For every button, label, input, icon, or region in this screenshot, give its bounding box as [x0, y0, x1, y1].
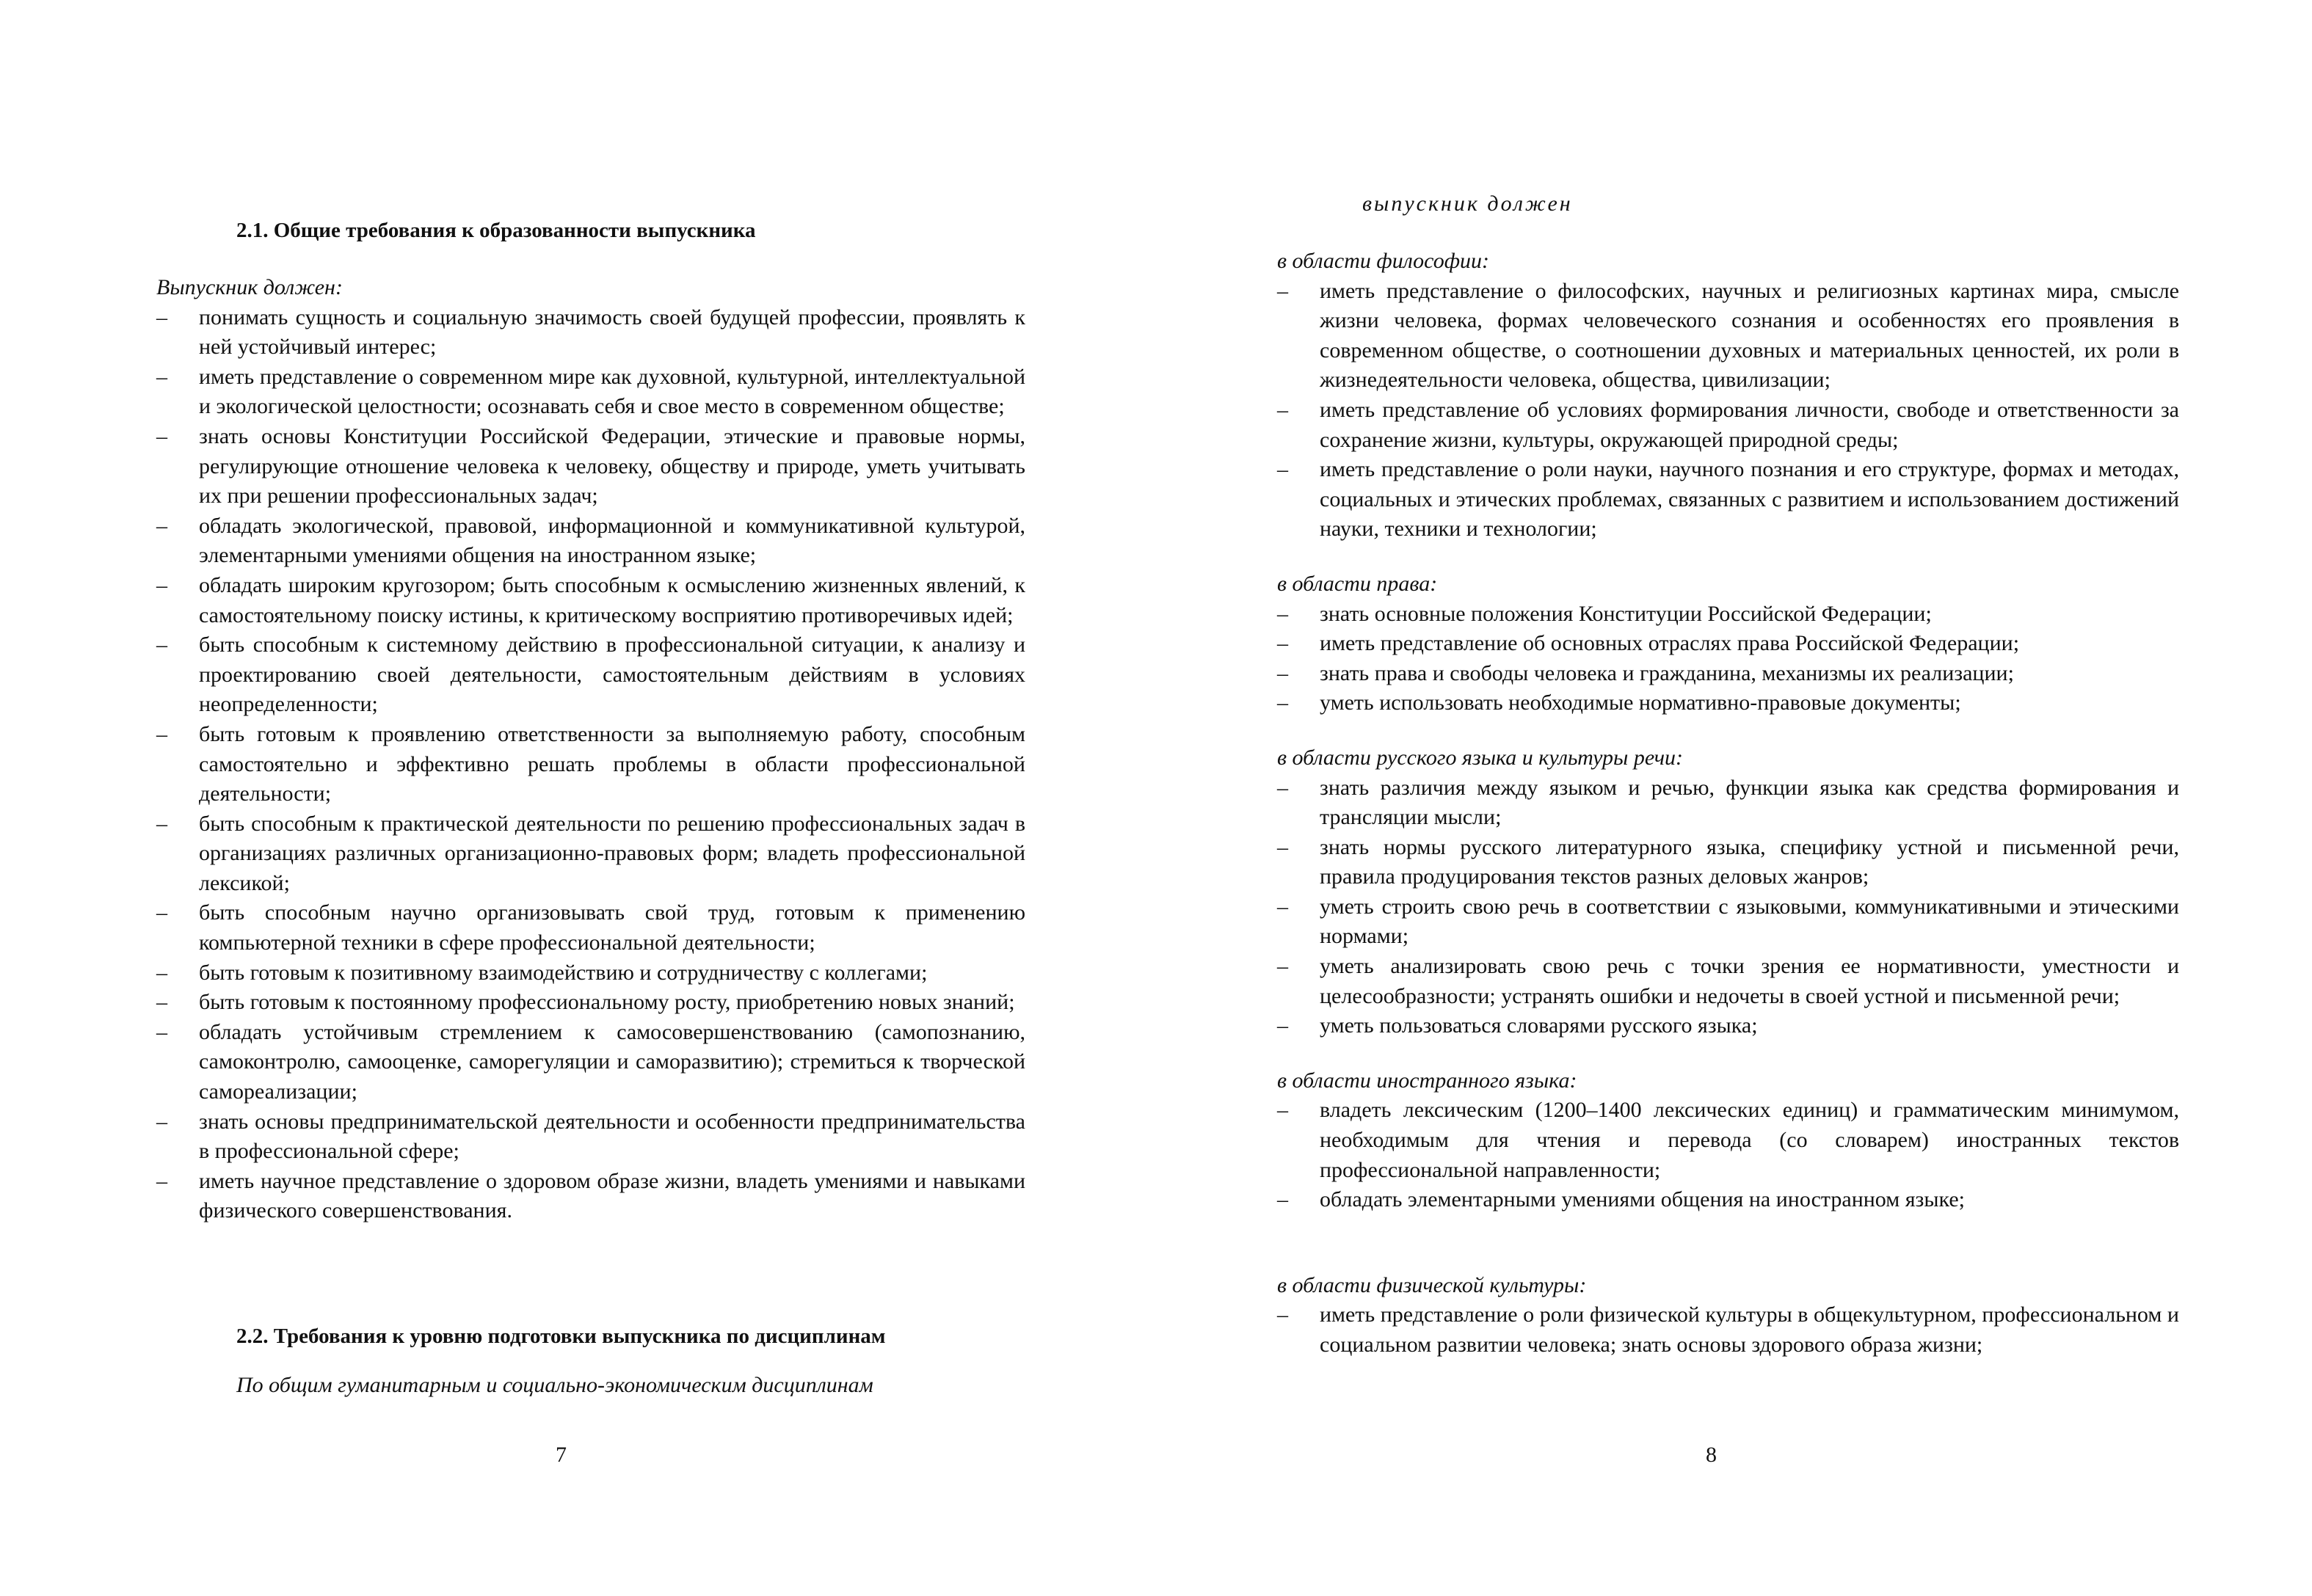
list-item-text: владеть лексическим (1200–1400 лексических единиц) и грамматическим минимумом, необходимым для чтения и перевода (со словарем) иностранных текстов профессиональной направленности;	[1320, 1098, 2179, 1182]
graduate-must-line: выпускник должен	[1362, 192, 1573, 216]
dash-marker: –	[156, 305, 167, 329]
list-item-text: иметь представление об основных отраслях права Российской Федерации;	[1320, 631, 2020, 656]
list-item-text: знать основы предпринимательской деятельности и особенности предпринимательства в профессиональной сфере;	[199, 1109, 1025, 1164]
list-item	[156, 422, 1025, 511]
list-item	[1277, 600, 2179, 630]
dash-marker: –	[1277, 894, 1288, 919]
subject-requirements-list	[1277, 773, 2179, 1041]
list-item	[156, 362, 1025, 422]
list-item	[156, 720, 1025, 809]
dash-marker: –	[1277, 1013, 1288, 1038]
list-item-text: иметь научное представление о здоровом образе жизни, владеть умениями и навыками физического совершенствования.	[199, 1168, 1025, 1223]
left-content	[156, 273, 1025, 1226]
list-item	[1277, 396, 2179, 455]
list-item-text: иметь представление о роли науки, научного познания и его структуре, формах и методах, социальных и этических проблемах, связанных с развитием и использованием достижений науки, техники и технологии;	[1320, 457, 2179, 542]
list-item	[156, 1107, 1025, 1167]
page-number: 7	[556, 1443, 567, 1467]
dash-marker: –	[1277, 278, 1288, 303]
list-item	[1277, 1011, 2179, 1041]
list-item	[1277, 773, 2179, 833]
subject-requirements-list	[1277, 277, 2179, 544]
subject-title: в области физической культуры:	[1277, 1272, 1587, 1297]
dash-marker: –	[156, 1109, 167, 1134]
list-item-text: иметь представление о современном мире как духовной, культурной, интеллектуальной и экологической целостности; осознавать себя и свое место в современном обществе;	[199, 364, 1025, 419]
right-content	[1277, 247, 2179, 1360]
list-item-text: обладать устойчивым стремлением к самосовершенствованию (самопознанию, самоконтролю, самооценке, саморегуляции и саморазвитию); стремиться к творческой самореализации;	[199, 1019, 1025, 1104]
list-item-text: знать права и свободы человека и гражданина, механизмы их реализации;	[1320, 660, 2014, 685]
list-item-text: обладать широким кругозором; быть способным к осмыслению жизненных явлений, к самостоятельному поиску истины, к критическому восприятию противоречивых идей;	[199, 572, 1025, 627]
dash-marker: –	[156, 364, 167, 389]
list-item-text: знать различия между языком и речью, функции языка как средства формирования и трансляции мысли;	[1320, 775, 2179, 830]
subject-requirements-list	[1277, 600, 2179, 718]
dash-marker: –	[1277, 775, 1288, 800]
dash-marker: –	[156, 633, 167, 657]
list-item	[1277, 688, 2179, 718]
list-item	[156, 809, 1025, 899]
list-item-text: иметь представление о роли физической культуры в общекультурном, профессиональном и социальном развитии человека; знать основы здорового образа жизни;	[1320, 1302, 2179, 1357]
dash-marker: –	[1277, 1098, 1288, 1123]
dash-marker: –	[1277, 631, 1288, 656]
list-item-text: знать основы Конституции Российской Федерации, этические и правовые нормы, регулирующие отношение человека к человеку, обществу и природе, уметь учитывать их при решении профессиональных задач;	[199, 423, 1025, 509]
intro-text: Выпускник должен:	[156, 275, 343, 299]
list-item	[156, 1018, 1025, 1107]
dash-marker: –	[156, 900, 167, 925]
list-item	[156, 511, 1025, 571]
dash-marker: –	[1277, 1302, 1288, 1327]
dash-marker: –	[156, 513, 167, 538]
subject-title: в области философии:	[1277, 249, 1489, 273]
list-item	[1277, 952, 2179, 1011]
dash-marker: –	[1277, 690, 1288, 715]
dash-marker: –	[156, 1019, 167, 1044]
dash-marker: –	[1277, 954, 1288, 979]
list-item-text: быть способным научно организовывать свой труд, готовым к применению компьютерной техники в сфере профессиональной деятельности;	[199, 900, 1025, 955]
list-item	[1277, 833, 2179, 892]
subject-group	[1277, 1066, 2179, 1215]
page-number: 8	[1706, 1443, 1717, 1467]
dash-marker: –	[1277, 601, 1288, 626]
dash-marker: –	[1277, 834, 1288, 859]
list-item-text: обладать экологической, правовой, информационной и коммуникативной культурой, элементарными умениями общения на иностранном языке;	[199, 513, 1025, 568]
dash-marker: –	[156, 811, 167, 836]
list-item-text: обладать элементарными умениями общения на иностранном языке;	[1320, 1187, 1965, 1212]
list-item-text: иметь представление об условиях формирования личности, свободе и ответственности за сохранение жизни, культуры, окружающей природной среды;	[1320, 397, 2179, 452]
dash-marker: –	[156, 572, 167, 597]
dash-marker: –	[156, 721, 167, 746]
page-right	[1156, 0, 2312, 1596]
subject-requirements-list	[1277, 1300, 2179, 1360]
list-item	[1277, 892, 2179, 952]
list-item-text: уметь пользоваться словарями русского языка;	[1320, 1013, 1758, 1038]
list-item	[156, 571, 1025, 630]
subject-title: в области права:	[1277, 571, 1438, 596]
list-item	[1277, 659, 2179, 689]
requirements-list	[156, 303, 1025, 1226]
list-item-text: быть способным к системному действию в профессиональной ситуации, к анализу и проектированию своей деятельности, самостоятельным действиям в условиях неопределенности;	[199, 633, 1025, 717]
dash-marker: –	[156, 990, 167, 1015]
list-item	[1277, 1096, 2179, 1185]
list-item-text: быть готовым к позитивному взаимодействию и сотрудничеству с коллегами;	[199, 960, 928, 985]
subject-title: в области иностранного языка:	[1277, 1068, 1577, 1093]
dash-marker: –	[1277, 397, 1288, 422]
list-item	[1277, 1300, 2179, 1360]
list-item	[1277, 1185, 2179, 1215]
list-item	[156, 1167, 1025, 1226]
dash-marker: –	[156, 423, 167, 448]
list-item-text: понимать сущность и социальную значимость своей будущей профессии, проявлять к ней устойчивый интерес;	[199, 305, 1025, 360]
list-item-text: уметь анализировать свою речь с точки зрения ее нормативности, уместности и целесообразности; устранять ошибки и недочеты в своей устной и письменной речи;	[1320, 954, 2179, 1008]
list-item	[156, 898, 1025, 958]
section-heading-2-2: 2.2. Требования к уровню подготовки выпускника по дисциплинам	[236, 1324, 886, 1348]
list-item-text: быть готовым к постоянному профессиональному росту, приобретению новых знаний;	[199, 990, 1015, 1015]
list-item-text: быть готовым к проявлению ответственности за выполняемую работу, способным самостоятельно и эффективно решать проблемы в области профессиональной деятельности;	[199, 721, 1025, 806]
list-item-text: уметь строить свою речь в соответствии с языковыми, коммуникативными и этическими нормами;	[1320, 894, 2179, 949]
list-item	[156, 630, 1025, 720]
list-item	[1277, 277, 2179, 396]
dash-marker: –	[1277, 457, 1288, 482]
list-item	[156, 303, 1025, 362]
dash-marker: –	[1277, 660, 1288, 685]
subject-requirements-list	[1277, 1096, 2179, 1214]
list-item	[156, 958, 1025, 988]
dash-marker: –	[156, 960, 167, 985]
list-item-text: быть способным к практической деятельности по решению профессиональных задач в организациях различных организационно-правовых форм; владеть профессиональной лексикой;	[199, 811, 1025, 895]
subject-group	[1277, 247, 2179, 544]
subject-group	[1277, 569, 2179, 718]
subject-group	[1277, 1271, 2179, 1360]
list-item	[156, 988, 1025, 1018]
subject-title: в области русского языка и культуры речи:	[1277, 745, 1684, 770]
subject-group	[1277, 743, 2179, 1041]
dash-marker: –	[156, 1168, 167, 1193]
section-heading-2-1: 2.1. Общие требования к образованности выпускника	[236, 219, 756, 242]
list-item	[1277, 455, 2179, 544]
list-item	[1277, 629, 2179, 659]
section-subheading: По общим гуманитарным и социально-экономическим дисциплинам	[236, 1373, 873, 1397]
list-item-text: уметь использовать необходимые нормативно-правовые документы;	[1320, 690, 1961, 715]
list-item-text: знать основные положения Конституции Российской Федерации;	[1320, 601, 1932, 626]
list-item-text: иметь представление о философских, научных и религиозных картинах мира, смысле жизни человека, формах человеческого сознания и особенностях его проявления в современном обществе, о соотношении духовных и материальных ценностей, их роли в жизнедеятельности человека, общества, цивилизации;	[1320, 278, 2179, 393]
dash-marker: –	[1277, 1187, 1288, 1212]
list-item-text: знать нормы русского литературного языка, специфику устной и письменной речи, правила продуцирования текстов разных деловых жанров;	[1320, 834, 2179, 889]
